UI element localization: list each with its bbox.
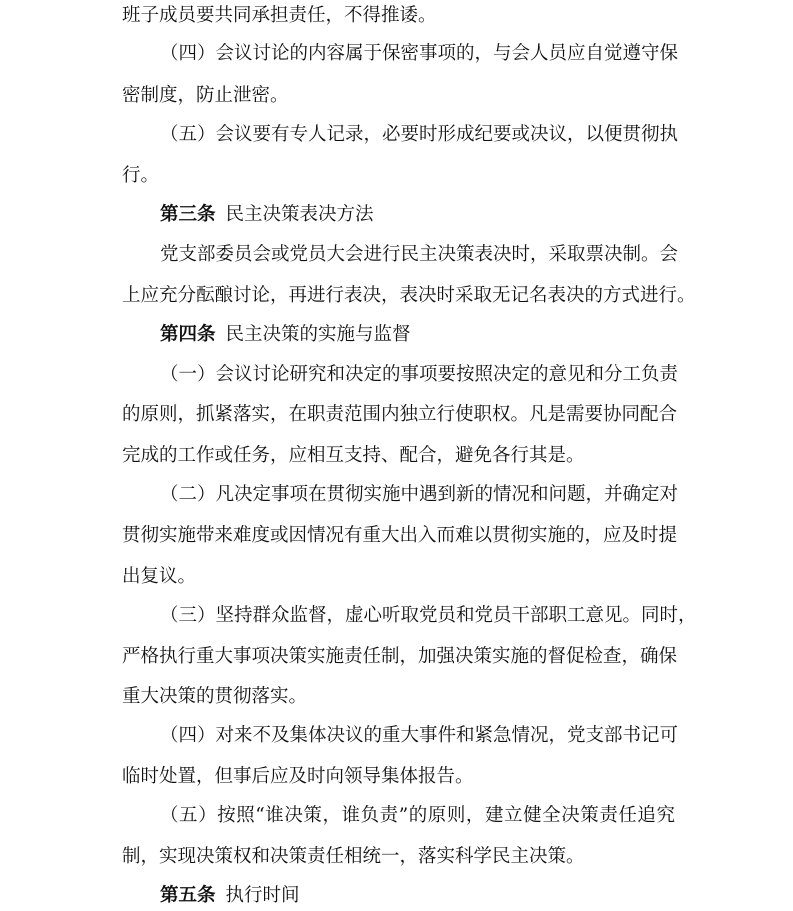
paragraph-line: 密制度，防止泄密。: [122, 85, 289, 106]
paragraph-line: （二）凡决定事项在贯彻实施中遇到新的情况和问题，并确定对: [160, 484, 679, 505]
paragraph-line: 上应充分酝酿讨论，再进行表决，表决时采取无记名表决的方式进行。: [122, 285, 696, 306]
article-number: 第三条: [160, 204, 216, 225]
article-heading-3: [160, 203, 374, 227]
paragraph-line: 制，实现决策权和决策责任相统一，落实科学民主决策。: [122, 846, 585, 867]
article-title: 民主决策的实施与监督: [225, 324, 411, 345]
paragraph-line: 临时处置，但事后应及时向领导集体报告。: [122, 766, 474, 787]
paragraph-line: （五）会议要有专人记录，必要时形成纪要或决议，以便贯彻执: [160, 124, 679, 145]
article-title: 民主决策表决方法: [225, 204, 374, 225]
paragraph-line: 严格执行重大事项决策实施责任制，加强决策实施的督促检查，确保: [122, 646, 678, 667]
paragraph-line: 贯彻实施带来难度或因情况有重大出入而难以贯彻实施的，应及时提: [122, 525, 678, 546]
paragraph-line: （四）会议讨论的内容属于保密事项的，与会人员应自觉遵守保: [160, 43, 679, 64]
article-heading-4: [160, 323, 411, 347]
article-number: 第四条: [160, 324, 216, 345]
paragraph-line: （三）坚持群众监督，虚心听取党员和党员干部职工意见。同时，: [160, 605, 697, 626]
article-number: 第五条: [160, 885, 216, 906]
article-heading-5: [160, 884, 300, 908]
paragraph-line: （五）按照“谁决策，谁负责”的原则，建立健全决策责任追究: [160, 805, 675, 826]
paragraph-line: （四）对来不及集体决议的重大事件和紧急情况，党支部书记可: [160, 725, 679, 746]
paragraph-line: 班子成员要共同承担责任，不得推诿。: [122, 5, 437, 26]
paragraph-line: 行。: [122, 165, 160, 186]
paragraph-line: 党支部委员会或党员大会进行民主决策表决时，采取票决制。会: [160, 244, 679, 265]
paragraph-line: 出复议。: [122, 566, 197, 587]
paragraph-line: （一）会议讨论研究和决定的事项要按照决定的意见和分工负责: [160, 364, 679, 385]
article-title: 执行时间: [225, 885, 300, 906]
paragraph-line: 的原则，抓紧落实，在职责范围内独立行使职权。凡是需要协同配合: [122, 404, 678, 425]
paragraph-line: 完成的工作或任务，应相互支持、配合，避免各行其是。: [122, 445, 585, 466]
paragraph-line: 重大决策的贯彻落实。: [122, 686, 308, 707]
